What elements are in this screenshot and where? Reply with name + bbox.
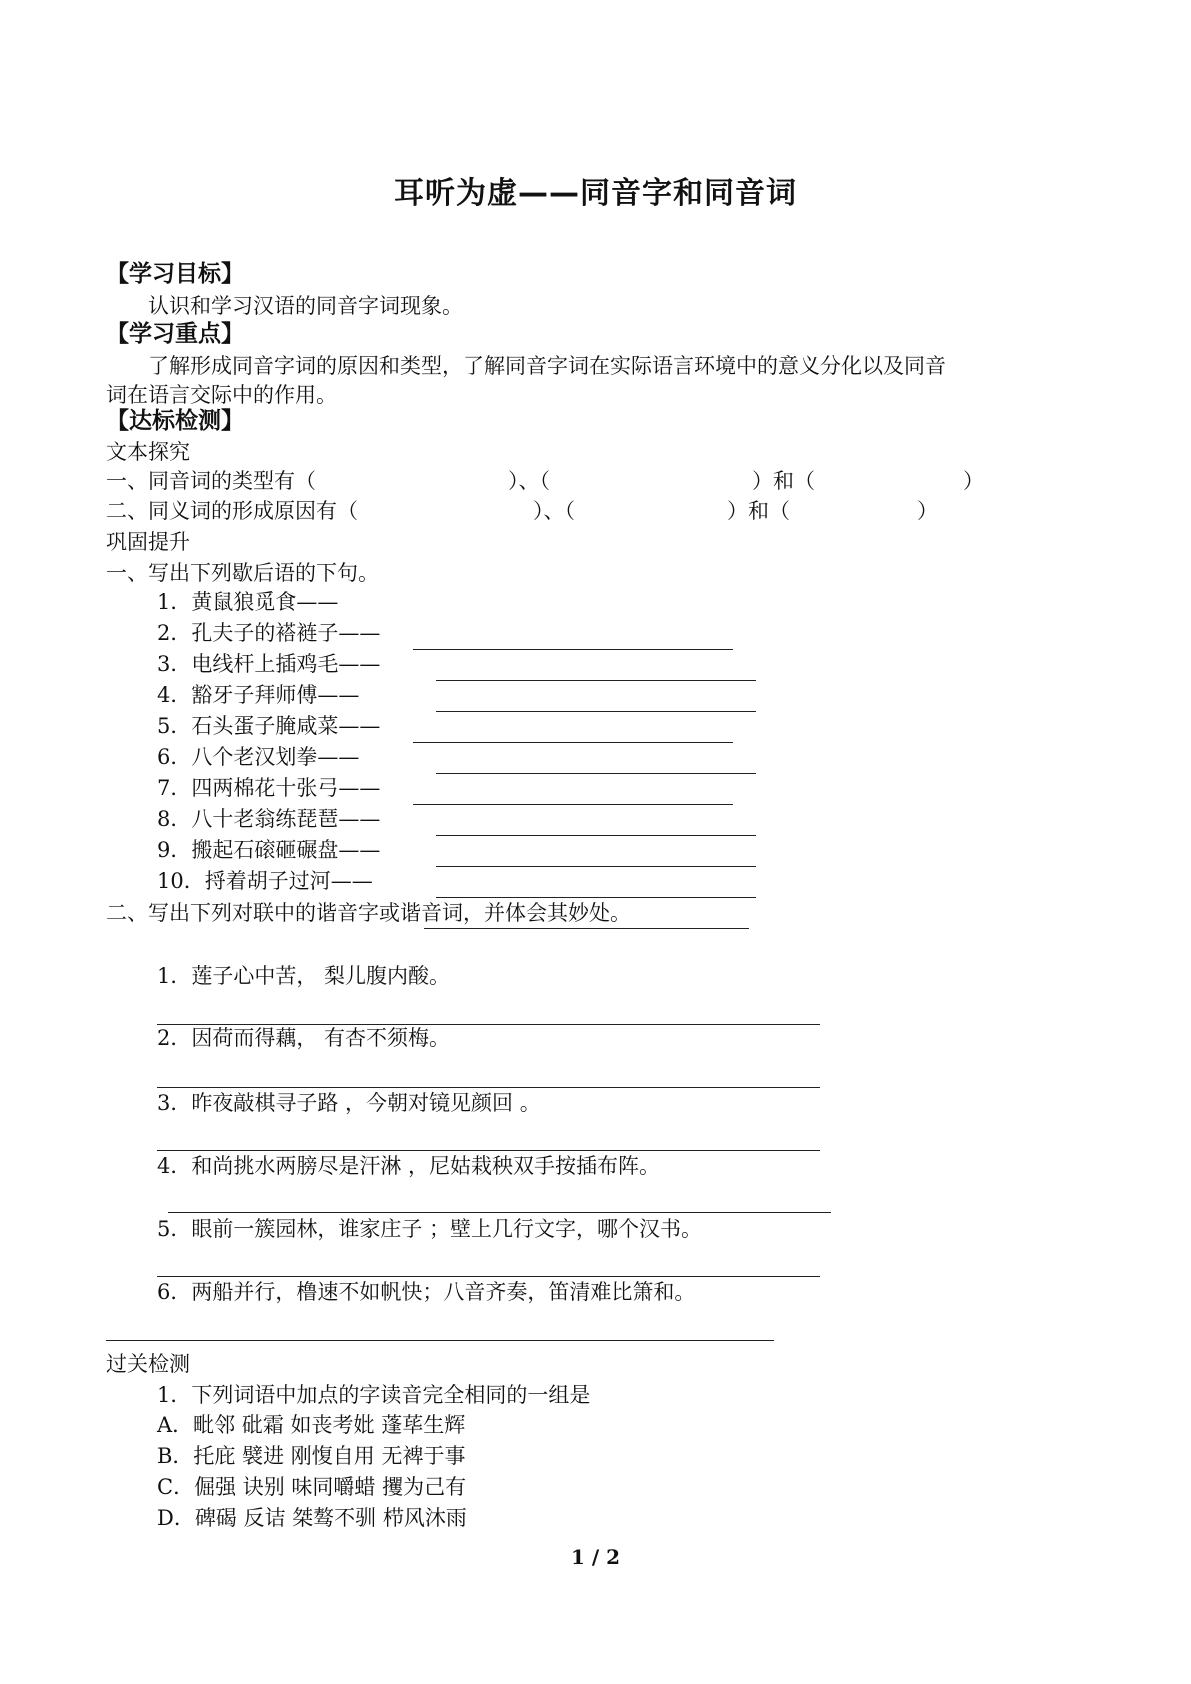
- answer-line-9: [436, 897, 756, 898]
- mc-option-b: B．托庇 襞进 刚愎自用 无裨于事: [157, 1444, 466, 1468]
- focus-heading: 【学习重点】: [106, 321, 244, 347]
- fill-blank-q1-d: ）: [963, 469, 984, 493]
- answer-line-1: [413, 649, 733, 650]
- answer-line-8: [436, 866, 756, 867]
- answer-line-6: [413, 804, 733, 805]
- couplet-item-4: 4．和尚挑水两膀尽是汗淋 ，尼姑栽秧双手按插布阵。: [157, 1154, 661, 1178]
- fill-blank-q1-a: 一、同音词的类型有（: [106, 469, 316, 493]
- answer-line-5: [436, 773, 756, 774]
- couplet-answer-line-6: [106, 1340, 774, 1341]
- page-number: 1 / 2: [570, 1545, 621, 1569]
- fill-blank-q2-c: ）和（: [727, 499, 790, 523]
- xiehouyu-prompt: 一、写出下列歇后语的下句。: [106, 561, 379, 585]
- answer-line-3: [436, 711, 756, 712]
- mc-option-c: C．倔强 诀别 味同嚼蜡 攫为己有: [157, 1475, 467, 1499]
- xiehouyu-item-10: 10．捋着胡子过河——: [157, 869, 373, 893]
- couplet-item-5: 5．眼前一簇园林，谁家庄子 ；壁上几行文字，哪个汉书。: [157, 1217, 703, 1241]
- fill-blank-q1-b: ）、（: [508, 469, 550, 493]
- fill-blank-q2-d: ）: [917, 499, 938, 523]
- couplet-item-2: 2．因荷而得藕， 有杏不须梅。: [157, 1026, 451, 1050]
- xiehouyu-item-5: 5．石头蛋子腌咸菜——: [157, 714, 381, 738]
- xiehouyu-item-9: 9．搬起石磙砸碾盘——: [157, 838, 381, 862]
- answer-line-2: [436, 680, 756, 681]
- couplet-item-6: 6．两船并行，橹速不如帆快；八音齐奏，笛清难比箫和。: [157, 1280, 696, 1304]
- document-title: 耳听为虚——同音字和同音词: [394, 176, 797, 211]
- mc-question: 1．下列词语中加点的字读音完全相同的一组是: [157, 1383, 591, 1407]
- mc-option-d: D．碑碣 反诘 桀骜不驯 栉风沐雨: [157, 1506, 467, 1530]
- xiehouyu-item-8: 8．八十老翁练琵琶——: [157, 807, 381, 831]
- xiehouyu-item-4: 4．豁牙子拜师傅——: [157, 683, 360, 707]
- couplet-answer-line-3: [157, 1150, 820, 1151]
- xiehouyu-item-7: 7．四两棉花十张弓——: [157, 776, 381, 800]
- couplet-item-1: 1．莲子心中苦， 梨儿腹内酸。: [157, 964, 451, 988]
- mc-option-a: A．毗邻 砒霜 如丧考妣 蓬荜生辉: [157, 1413, 466, 1437]
- check-heading: 【达标检测】: [106, 408, 244, 434]
- fill-blank-q2-a: 二、同义词的形成原因有（: [106, 499, 358, 523]
- answer-line-10: [424, 928, 749, 929]
- couplet-prompt: 二、写出下列对联中的谐音字或谐音词，并体会其妙处。: [106, 901, 631, 925]
- couplet-answer-line-2: [157, 1087, 820, 1088]
- answer-line-7: [436, 835, 756, 836]
- xiehouyu-item-6: 6．八个老汉划拳——: [157, 745, 360, 769]
- answer-line-4: [413, 742, 733, 743]
- fill-blank-q1-c: ）和（: [752, 469, 815, 493]
- goal-heading: 【学习目标】: [106, 261, 244, 287]
- focus-text-line1: 了解形成同音字词的原因和类型，了解同音字词在实际语言环境中的意义分化以及同音: [148, 354, 946, 378]
- couplet-answer-line-4: [168, 1212, 831, 1213]
- xiehouyu-item-1: 1．黄鼠狼觅食——: [157, 590, 339, 614]
- focus-text-line2: 词在语言交际中的作用。: [106, 383, 337, 407]
- couplet-answer-line-5: [157, 1276, 820, 1277]
- couplet-item-3: 3．昨夜敲棋寻子路 ，今朝对镜见颜回 。: [157, 1091, 541, 1115]
- pass-label: 过关检测: [106, 1352, 190, 1376]
- explore-label: 文本探究: [106, 440, 190, 464]
- xiehouyu-item-3: 3．电线杆上插鸡毛——: [157, 652, 381, 676]
- goal-text: 认识和学习汉语的同音字词现象。: [148, 294, 463, 318]
- xiehouyu-item-2: 2．孔夫子的褡裢子——: [157, 621, 381, 645]
- consolidate-label: 巩固提升: [106, 530, 190, 554]
- fill-blank-q2-b: ）、（: [533, 499, 575, 523]
